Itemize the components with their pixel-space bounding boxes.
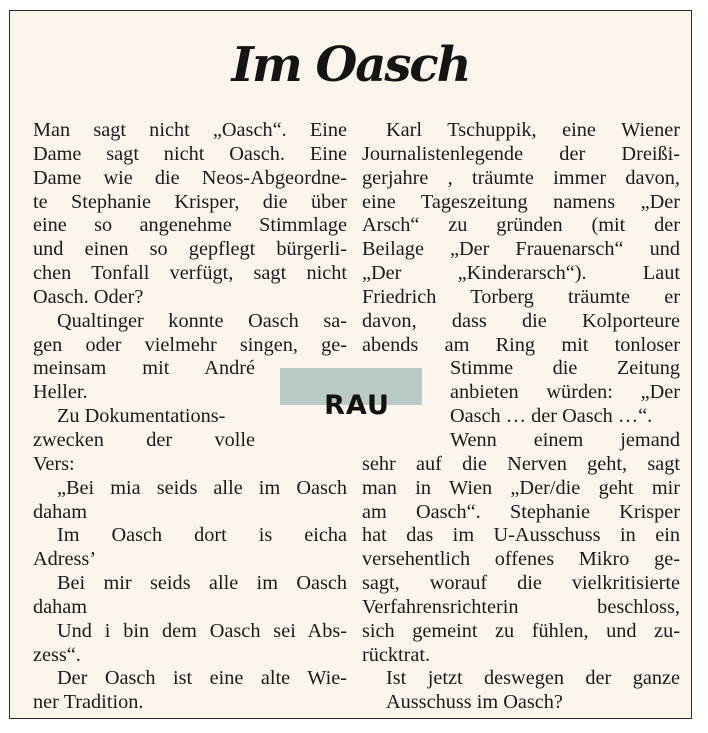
text-line: Man sagt nicht „Oasch“. Eine <box>33 119 347 141</box>
text-line: gen oder vielmehr singen, ge- <box>33 333 347 356</box>
text-line: Und i bin dem Oasch sei Abs- <box>57 619 347 642</box>
text-line: Stimme die Zeitung <box>450 357 680 380</box>
text-line: Verfahrensrichterin beschloss, <box>362 595 680 618</box>
text-line: „Bei mia seids alle im Oasch <box>57 476 347 499</box>
article-frame <box>9 10 692 719</box>
text-line: man in Wien „Der/die geht mir <box>362 476 680 499</box>
text-line: Vers: <box>33 452 75 475</box>
text-line: abends am Ring mit tonloser <box>362 333 680 356</box>
text-line: Wenn einem jemand <box>450 428 680 451</box>
text-line: versehentlich offenes Mikro ge- <box>362 548 680 571</box>
text-line: sagt, worauf die vielkritisierte <box>362 572 680 595</box>
text-line: daham <box>33 500 88 523</box>
text-line: Journalistenlegende der Dreißi- <box>362 142 680 165</box>
text-line: und einen so gepflegt bürgerli- <box>33 238 347 261</box>
text-line: Beilage „Der Frauenarsch“ und <box>362 238 680 261</box>
text-line: Zu Dokumentations- <box>57 405 226 428</box>
text-line: Ausschuss im Oasch? <box>386 691 563 714</box>
text-line: Arsch“ zu gründen (mit der <box>362 214 680 237</box>
text-line: Qualtinger konnte Oasch sa- <box>57 309 347 332</box>
text-line: Adress’ <box>33 548 97 571</box>
left-column <box>33 119 347 715</box>
text-line: chen Tonfall verfügt, sagt nicht <box>33 262 347 285</box>
text-line: sehr auf die Nerven geht, sagt <box>362 452 680 475</box>
text-line: Oasch … der Oasch …“. <box>450 405 653 428</box>
text-line: „Der „Kinderarsch“). Laut <box>362 262 680 285</box>
byline-author: RAU <box>324 390 390 421</box>
text-line: hat das im U-Ausschuss in ein <box>362 524 680 547</box>
text-line: zess“. <box>33 643 81 666</box>
text-line: Dame sagt nicht Oasch. Eine <box>33 142 347 165</box>
text-line: Bei mir seids alle im Oasch <box>57 572 347 595</box>
text-line: Im Oasch dort is eicha <box>57 524 347 547</box>
text-line: Karl Tschuppik, eine Wiener <box>386 119 680 141</box>
text-line: te Stephanie Krisper, die über <box>33 190 347 213</box>
text-line: am Oasch“. Stephanie Krisper <box>362 500 680 523</box>
text-line: sich gemeint zu fühlen, und zu- <box>362 619 680 642</box>
text-line: zwecken der volle <box>33 428 255 451</box>
article-headline: Im Oasch <box>231 37 470 93</box>
text-line: gerjahre , träumte immer davon, <box>362 166 680 189</box>
text-line: Der Oasch ist eine alte Wie- <box>57 667 347 690</box>
text-line: daham <box>33 595 88 618</box>
text-line: Dame wie die Neos-Abgeordne- <box>33 166 347 189</box>
text-line: Ist jetzt deswegen der ganze <box>386 667 680 690</box>
text-line: Friedrich Torberg träumte er <box>362 285 680 308</box>
text-line: eine so angenehme Stimmlage <box>33 214 347 237</box>
text-line: Heller. <box>33 381 88 404</box>
right-column <box>362 119 680 715</box>
text-line: eine Tageszeitung namens „Der <box>362 190 680 213</box>
text-line: anbieten würden: „Der <box>450 381 680 404</box>
text-line: meinsam mit André <box>33 357 255 380</box>
text-line: davon, dass die Kolporteure <box>362 309 680 332</box>
text-line: rücktrat. <box>362 643 431 666</box>
text-line: Oasch. Oder? <box>33 285 144 308</box>
text-line: ner Tradition. <box>33 691 144 714</box>
